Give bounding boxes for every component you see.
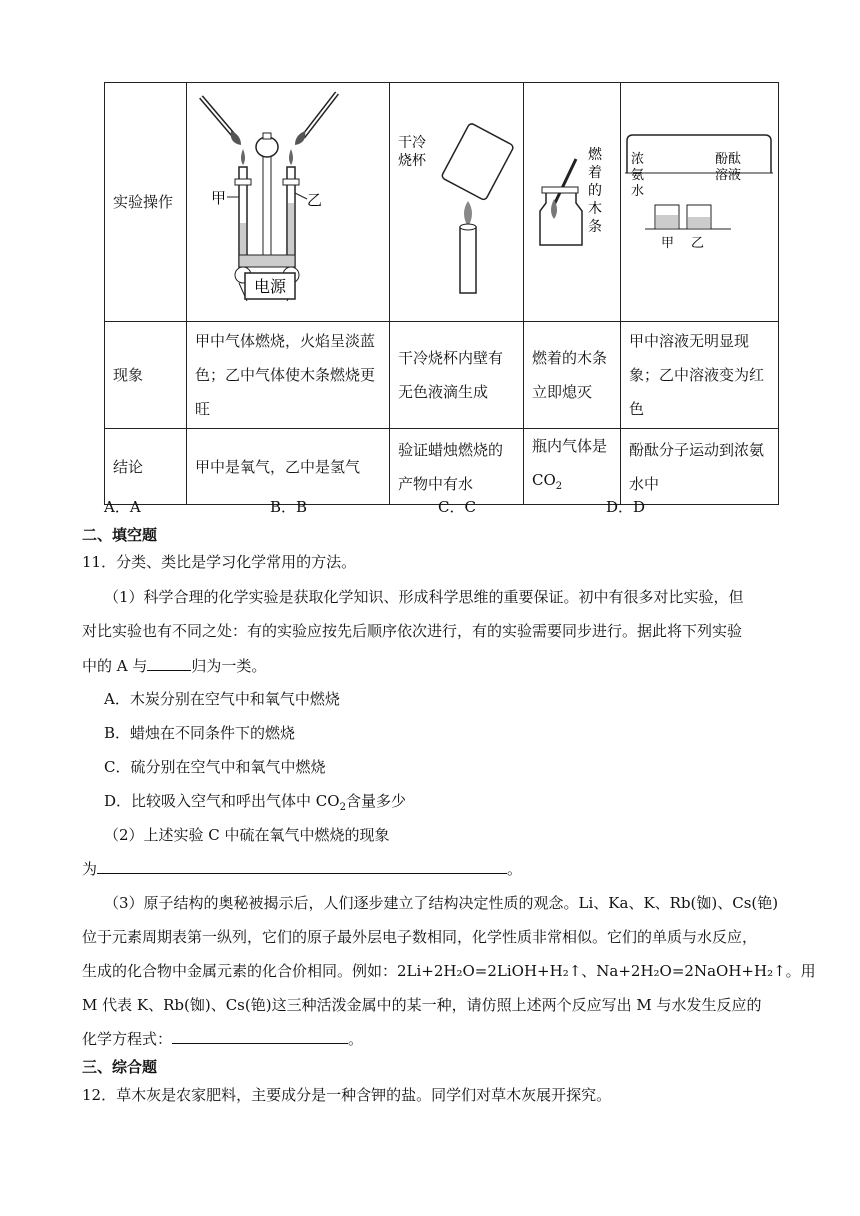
q11-part1-line3: 中的 A 与 归为一类。 (82, 657, 267, 675)
stick-label-char: 燃 (588, 147, 602, 163)
q11-part3-line4: M 代表 K、Rb(铷)、Cs(铯)这三种活泼金属中的某一种，请仿照上述两个反应写出 M 与水发生反应的 (82, 996, 762, 1014)
ammonia-label-char: 水 (631, 184, 645, 199)
choice-b: B．蜡烛在不同条件下的燃烧 (104, 724, 296, 742)
electrolysis-figure-cell (187, 83, 390, 322)
conclusion-b: 验证蜡烛燃烧的 产物中有水 (390, 429, 524, 505)
phenomenon-b: 干冷烧杯内壁有 无色液滴生成 (390, 322, 524, 429)
q12-stem: 12．草木灰是农家肥料，主要成分是一种含钾的盐。同学们对草木灰展开探究。 (82, 1086, 612, 1104)
q11-stem: 11．分类、类比是学习化学常用的方法。 (82, 553, 357, 571)
stick-label-char: 着 (588, 165, 602, 181)
q11-part3-line3: 生成的化合物中金属元素的化合价相同。例如：2Li+2H₂O=2LiOH+H₂↑、Na+2H₂O=2NaOH+H₂↑。用 (82, 962, 816, 980)
q11-part3-line1: （3）原子结构的奥秘被揭示后，人们逐步建立了结构决定性质的观念。Li、Ka、K、Rb(铷)、Cs(铯) (104, 894, 779, 912)
choice-a: A．木炭分别在空气中和氧气中燃烧 (104, 690, 340, 708)
ammonia-label-char: 浓 (631, 152, 645, 167)
answer-blank-2[interactable] (97, 859, 507, 874)
row-header-conclusion: 结论 (105, 429, 187, 505)
bottle-figure-cell (524, 83, 621, 322)
stick-label-char: 条 (588, 219, 602, 235)
phenomenon-c: 燃着的木条 立即熄灭 (524, 322, 621, 429)
beaker-yi-label: 乙 (691, 236, 705, 251)
phenomenon-d: 甲中溶液无明显现 象；乙中溶液变为红 色 (621, 322, 779, 429)
power-label: 电源 (253, 277, 287, 296)
conclusion-row (105, 429, 779, 505)
ammonia-figure-cell (621, 83, 779, 322)
conclusion-d: 酚酞分子运动到浓氨 水中 (621, 429, 779, 505)
phenol-label-line1: 酚酞 (715, 152, 742, 167)
q11-part3-line2: 位于元素周期表第一纵列，它们的原子最外层电子数相同，化学性质非常相似。它们的单质与水反应， (82, 928, 758, 946)
operation-row (105, 83, 779, 322)
burning-stick-bottle-figure (524, 83, 619, 309)
row-header-phenomenon: 现象 (105, 322, 187, 429)
q11-part1-line2: 对比实验也有不同之处：有的实验应按先后顺序依次进行，有的实验需要同步进行。据此将下列实验 (82, 622, 743, 640)
answer-blank-3[interactable] (172, 1029, 348, 1044)
q11-part2-line1: （2）上述实验 C 中硫在氧气中燃烧的现象 (104, 826, 390, 844)
beaker-label-line2: 烧杯 (398, 153, 426, 169)
phenol-label-line2: 溶液 (715, 168, 742, 183)
row-header-operation: 实验操作 (105, 83, 187, 322)
answer-blank-1[interactable] (147, 656, 191, 671)
beaker-jia-label: 甲 (661, 236, 675, 251)
electrolysis-apparatus (187, 83, 387, 309)
yi-label: 乙 (307, 191, 323, 209)
stick-label-char: 的 (588, 183, 602, 199)
q11-part3-line5: 化学方程式： 。 (82, 1030, 364, 1048)
option-d[interactable]: D．D (606, 498, 646, 516)
conclusion-a: 甲中是氧气，乙中是氢气 (187, 429, 390, 505)
choice-d: D．比较吸入空气和呼出气体中 $CO_2$含量多少 (104, 792, 406, 813)
jia-label: 甲 (211, 189, 227, 207)
option-b[interactable]: B．B (270, 498, 308, 516)
ammonia-phenolphthalein-figure (621, 83, 777, 309)
section3-title: 三、综合题 (82, 1058, 158, 1076)
experiment-table (104, 82, 779, 505)
choice-c: C．硫分别在空气中和氧气中燃烧 (104, 758, 326, 776)
phenomenon-row (105, 322, 779, 429)
section2-title: 二、填空题 (82, 526, 158, 544)
stick-label-char: 木 (588, 201, 602, 217)
beaker-label-line1: 干冷 (398, 135, 426, 151)
dry-cold-beaker-figure (390, 83, 522, 309)
option-a[interactable]: A．A (104, 498, 141, 516)
option-c[interactable]: C．C (438, 498, 476, 516)
conclusion-c: 瓶内气体是 $CO_2$ (524, 429, 621, 505)
q11-part1-line1: （1）科学合理的化学实验是获取化学知识、形成科学思维的重要保证。初中有很多对比实验，但 (104, 588, 744, 606)
q11-part2-line2: 为 。 (82, 860, 523, 878)
ammonia-label-char: 氨 (631, 168, 645, 183)
phenomenon-a: 甲中气体燃烧，火焰呈淡蓝 色；乙中气体使木条燃烧更 旺 (187, 322, 390, 429)
beaker-figure-cell (390, 83, 524, 322)
